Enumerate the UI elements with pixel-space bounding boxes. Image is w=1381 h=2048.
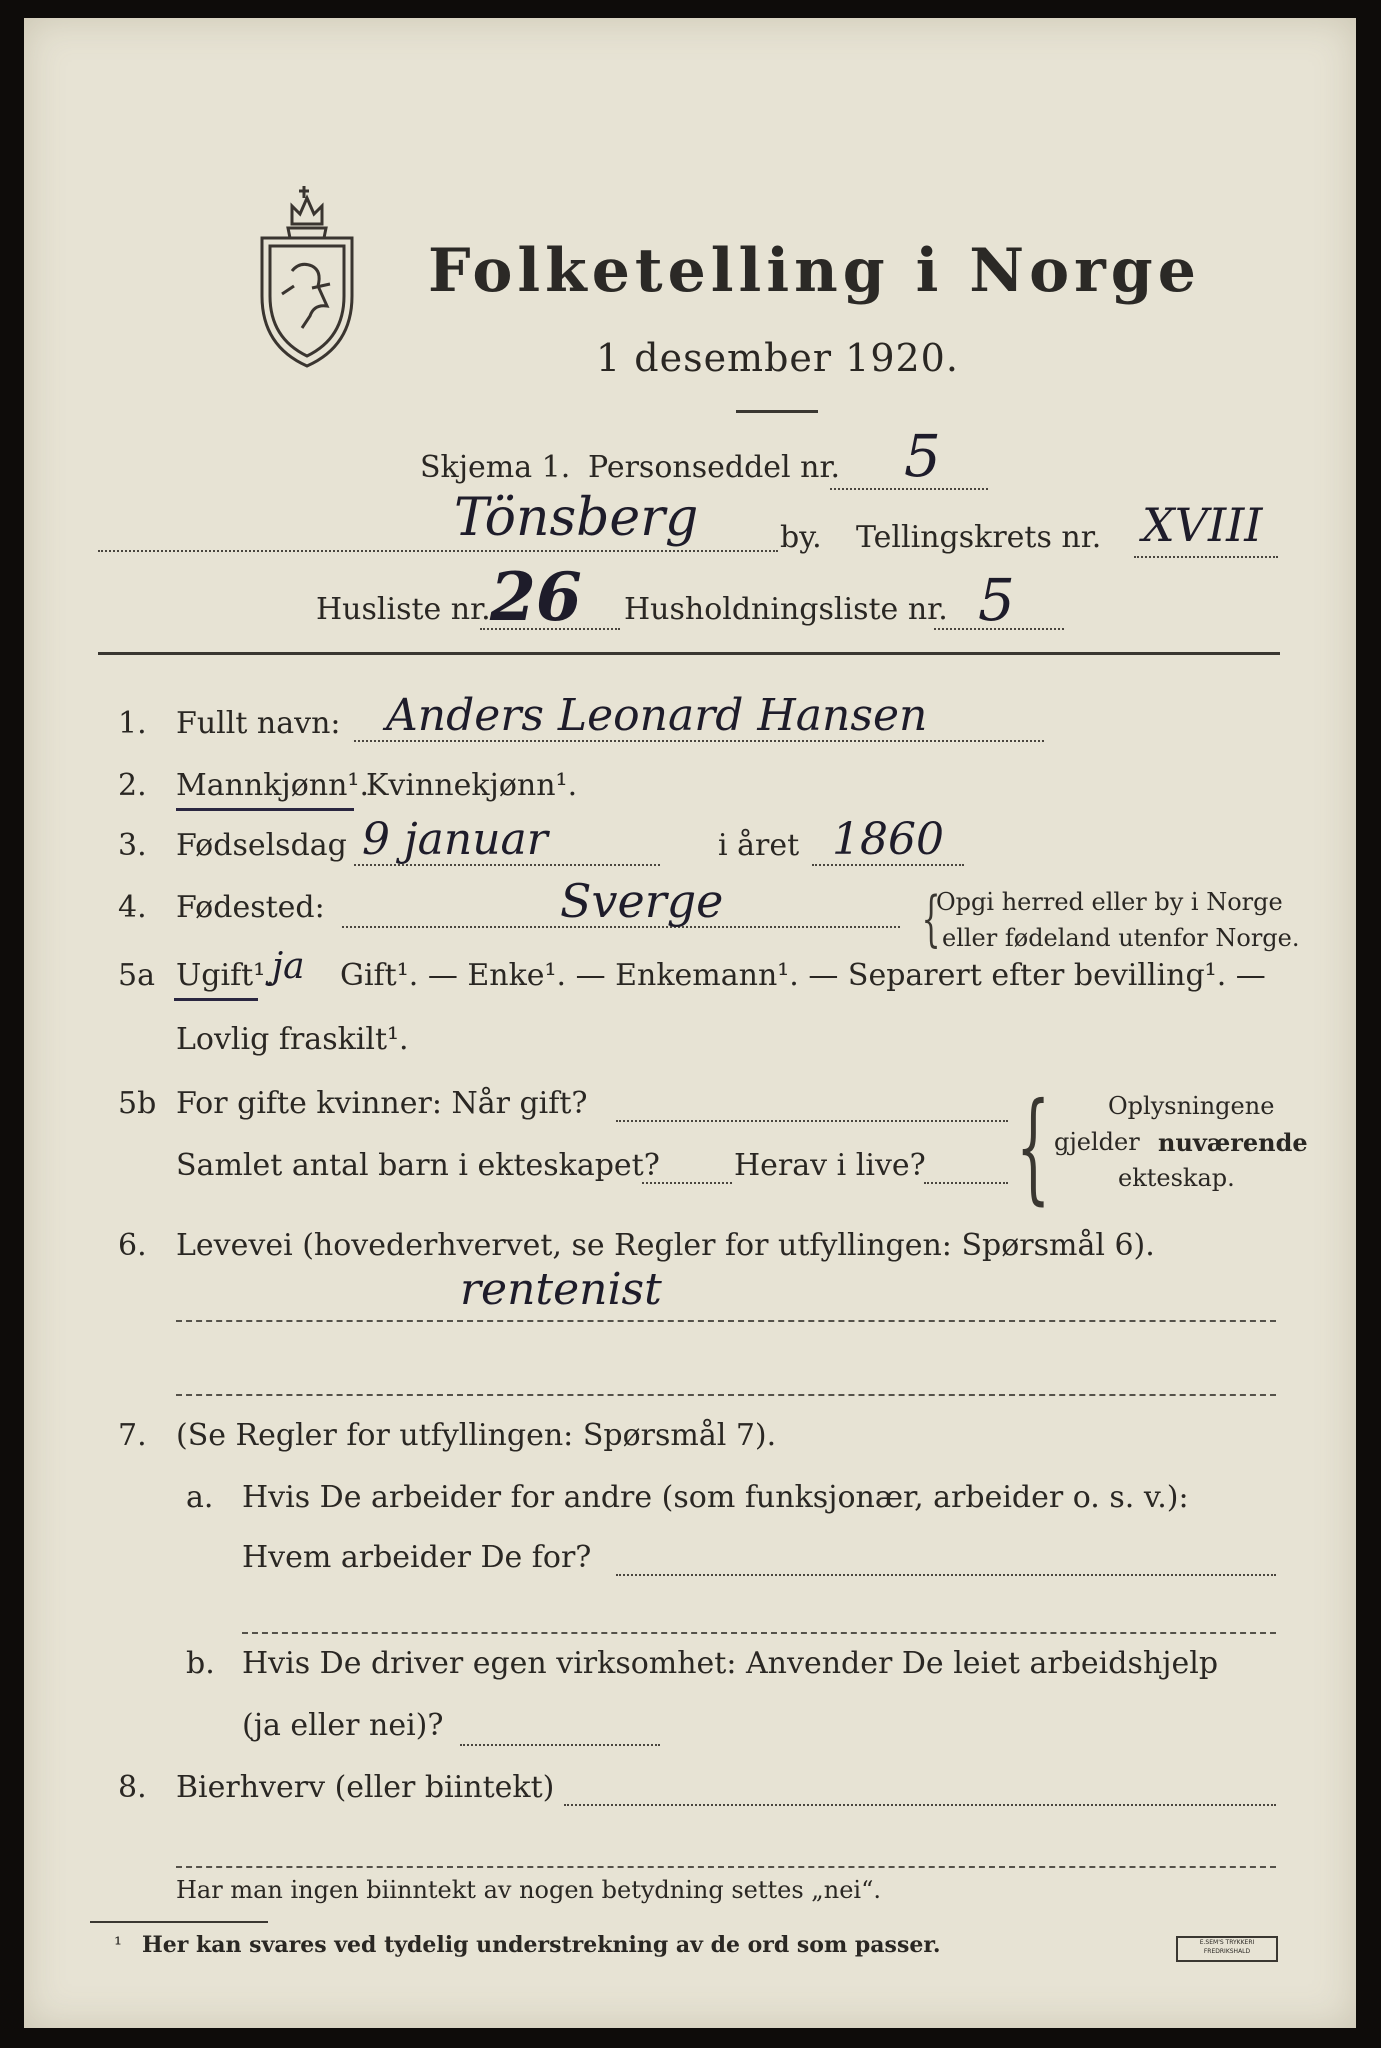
children-label: Samlet antal barn i ekteskapet? (176, 1148, 660, 1183)
year-label: i året (718, 828, 800, 863)
personseddel-label: Personseddel nr. (588, 450, 841, 485)
coat-of-arms-icon (252, 176, 362, 371)
q4-label: Fødested: (176, 890, 325, 925)
marriage-note-2a: gjelder (1054, 1128, 1140, 1156)
q7-label: (Se Regler for utfyllingen: Spørsmål 7). (176, 1418, 777, 1453)
unmarried-underline (174, 998, 258, 1001)
divorced-option[interactable]: Lovlig fraskilt¹. (176, 1022, 409, 1057)
by-value[interactable]: Tönsberg (454, 488, 699, 548)
female-option[interactable]: Kvinnekjønn¹. (366, 768, 578, 803)
tellingskrets-value[interactable]: XVIII (1142, 498, 1263, 552)
male-option[interactable]: Mannkjønn¹. (176, 768, 369, 803)
marriage-note-2b: nuværende (1158, 1128, 1308, 1157)
birthplace-value[interactable]: Sverge (560, 874, 724, 928)
q4-number: 4. (118, 890, 147, 925)
birthplace-note-2: eller fødeland utenfor Norge. (942, 924, 1300, 952)
q7b-line2: (ja eller nei)? (242, 1708, 444, 1743)
footnote-mark: ¹ (114, 1932, 123, 1956)
census-form: Folketelling i Norge 1 desember 1920. Skjema 1. Personseddel nr. 5 Tönsberg by. Tellingskrets nr. XVIII Husliste nr. 26 Husholdningsliste nr. 5 1. Fullt navn: Anders Leonard Hansen 2. Mannkjønn¹. Kvinnekjønn¹. 3. Fødselsdag 9 januar i året 1860 4. Fødested: Sverge { Opgi herred eller by i Norge eller fødeland utenfor Norge. 5a Ugift¹. ja Gift¹. — Enke¹. — Enkemann¹. — Separert efter bevilling¹. — Lovlig fraskilt¹. 5b For gifte kvinner: Når gift? Samlet antal barn i ekteskapet? Herav i live? { Oplysningene gjelder nuværende ekteskap. 6. Levevei (hovederhvervet, se Regler for utfyllingen: Spørsmål 6). rentenist 7. (Se Regler for utfyllingen: Spørsmål 7). a. Hvis De arbeider for andre (som funksjonær, arbeider o. s. v.): Hvem arbeider De for? b. Hvis De driver egen virksomhet: Anvender De leiet arbeidshjelp (ja eller nei)? 8. Bierhverv (eller biintekt) Har man ingen biinntekt av nogen betydning settes „nei“. ¹ Her kan svares ved tydelig understrekning av de ord som passer. E.SEM'S TRYKKERI FREDRIKSHALD (24, 18, 1356, 2028)
q7a-line1: Hvis De arbeider for andre (som funksjonær, arbeider o. s. v.): (242, 1480, 1189, 1515)
by-label: by. (780, 520, 822, 555)
q7b-line1: Hvis De driver egen virksomhet: Anvender De leiet arbeidshjelp (242, 1646, 1219, 1681)
q1-number: 1. (118, 706, 147, 741)
male-underline (176, 808, 354, 811)
biinntekt-note: Har man ingen biinntekt av nogen betydning settes „nei“. (176, 1876, 881, 1904)
tellingskrets-label: Tellingskrets nr. (856, 520, 1102, 555)
census-date: 1 desember 1920. (596, 336, 959, 380)
printer-stamp: E.SEM'S TRYKKERI FREDRIKSHALD (1176, 1936, 1278, 1962)
header-separator (98, 652, 1280, 655)
birthday-value[interactable]: 9 januar (362, 814, 548, 865)
q6-label: Levevei (hovederhvervet, se Regler for utfyllingen: Spørsmål 6). (176, 1228, 1155, 1263)
q8-label: Bierhverv (eller biintekt) (176, 1770, 555, 1805)
full-name-value[interactable]: Anders Leonard Hansen (386, 690, 928, 741)
skjema-label: Skjema 1. (420, 450, 571, 485)
q2-number: 2. (118, 768, 147, 803)
husholdning-label: Husholdningsliste nr. (624, 592, 948, 627)
q7-number: 7. (118, 1418, 147, 1453)
marriage-note-1: Oplysningene (1108, 1092, 1275, 1120)
alive-label: Herav i live? (734, 1148, 926, 1183)
husholdning-value[interactable]: 5 (978, 566, 1015, 634)
marital-options[interactable]: Gift¹. — Enke¹. — Enkemann¹. — Separert efter bevilling¹. — (340, 958, 1266, 993)
occupation-value[interactable]: rentenist (460, 1264, 662, 1315)
q5b-number: 5b (118, 1086, 157, 1121)
unmarried-option[interactable]: Ugift¹. (176, 958, 275, 993)
q7a-line2: Hvem arbeider De for? (242, 1540, 592, 1575)
marital-status-value[interactable]: ja (272, 946, 305, 987)
married-when-label: For gifte kvinner: Når gift? (176, 1086, 588, 1121)
q7a-letter: a. (186, 1480, 214, 1515)
birthplace-note-1: Opgi herred eller by i Norge (936, 888, 1283, 916)
personseddel-value[interactable]: 5 (904, 422, 941, 490)
q3-label: Fødselsdag (176, 828, 347, 863)
q5a-number: 5a (118, 958, 155, 993)
husliste-label: Husliste nr. (316, 592, 491, 627)
title-divider (736, 410, 818, 413)
footnote-separator (90, 1921, 268, 1923)
form-title: Folketelling i Norge (428, 236, 1201, 306)
q8-number: 8. (118, 1770, 147, 1805)
q1-label: Fullt navn: (176, 706, 341, 741)
q7b-letter: b. (186, 1646, 215, 1681)
birth-year-value[interactable]: 1860 (832, 814, 944, 865)
q3-number: 3. (118, 828, 147, 863)
q6-number: 6. (118, 1228, 147, 1263)
marriage-note-3: ekteskap. (1118, 1164, 1235, 1192)
footnote-text: Her kan svares ved tydelig understrekning av de ord som passer. (142, 1932, 941, 1958)
husliste-value[interactable]: 26 (490, 558, 582, 636)
